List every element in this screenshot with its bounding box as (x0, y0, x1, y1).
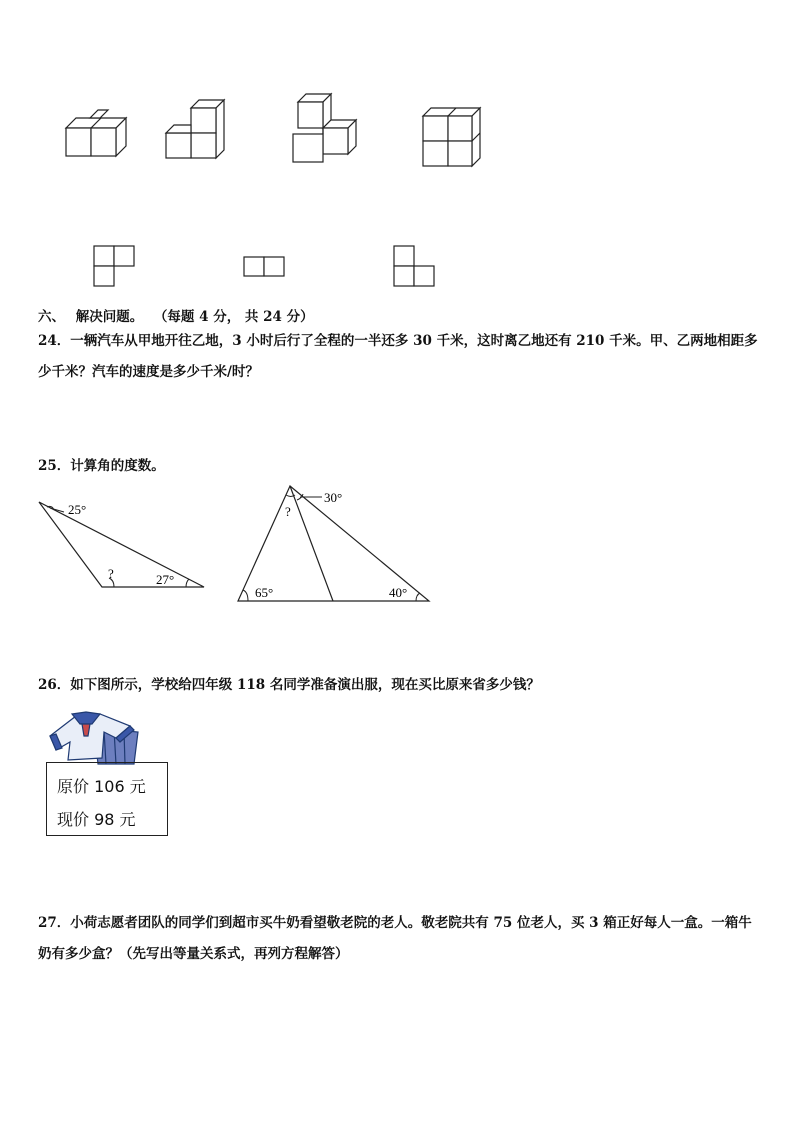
q27-line2: 奶有多少盒？（先写出等量关系式，再列方程解答） (38, 946, 349, 962)
triangle-2 (236, 484, 436, 606)
tri1-angle-q: ? (108, 566, 114, 581)
view-figure-2 (243, 256, 288, 280)
q24-line2: 少千米？汽车的速度是多少千米/时？ (38, 364, 259, 380)
q27-line1: 27．小荷志愿者团队的同学们到超市买牛奶看望敬老院的老人。敬老院共有 75 位老人，买 3 箱正好每人一盒。一箱牛 (38, 915, 752, 931)
cube-figure-1 (60, 110, 130, 160)
original-price: 原价 106 元 (57, 777, 146, 796)
cube-figure-2 (160, 98, 230, 162)
tri2-angle-q: ? (285, 504, 291, 519)
q26-text: 26．如下图所示，学校给四年级 118 名同学准备演出服，现在买比原来省多少钱？ (38, 677, 540, 693)
cube-figure-3 (288, 92, 364, 166)
current-price: 现价 98 元 (57, 810, 136, 829)
costume-illustration (46, 708, 142, 768)
section-number: 六、 (38, 309, 65, 325)
q24-line1: 24．一辆汽车从甲地开往乙地，3 小时后行了全程的一半还多 30 千米，这时离乙地还有 210 千米。甲、乙两地相距多 (38, 333, 758, 349)
section-header (38, 305, 320, 325)
tri2-angle-c: 40° (389, 585, 408, 600)
q25-text: 25．计算角的度数。 (38, 458, 165, 474)
price-box (46, 762, 168, 836)
section-score: （每题 4 分， 共 24 分） (153, 309, 314, 325)
view-figure-3 (393, 245, 438, 290)
section-title: 解决问题。 (75, 309, 144, 325)
view-figure-1 (93, 245, 138, 290)
triangle-1 (36, 498, 211, 593)
tri1-angle-b: 27° (156, 572, 175, 587)
tri2-angle-b: 65° (255, 585, 274, 600)
cube-figure-4 (418, 104, 488, 168)
tri2-angle-a: 30° (324, 490, 343, 505)
tri1-angle-a: 25° (68, 502, 87, 517)
